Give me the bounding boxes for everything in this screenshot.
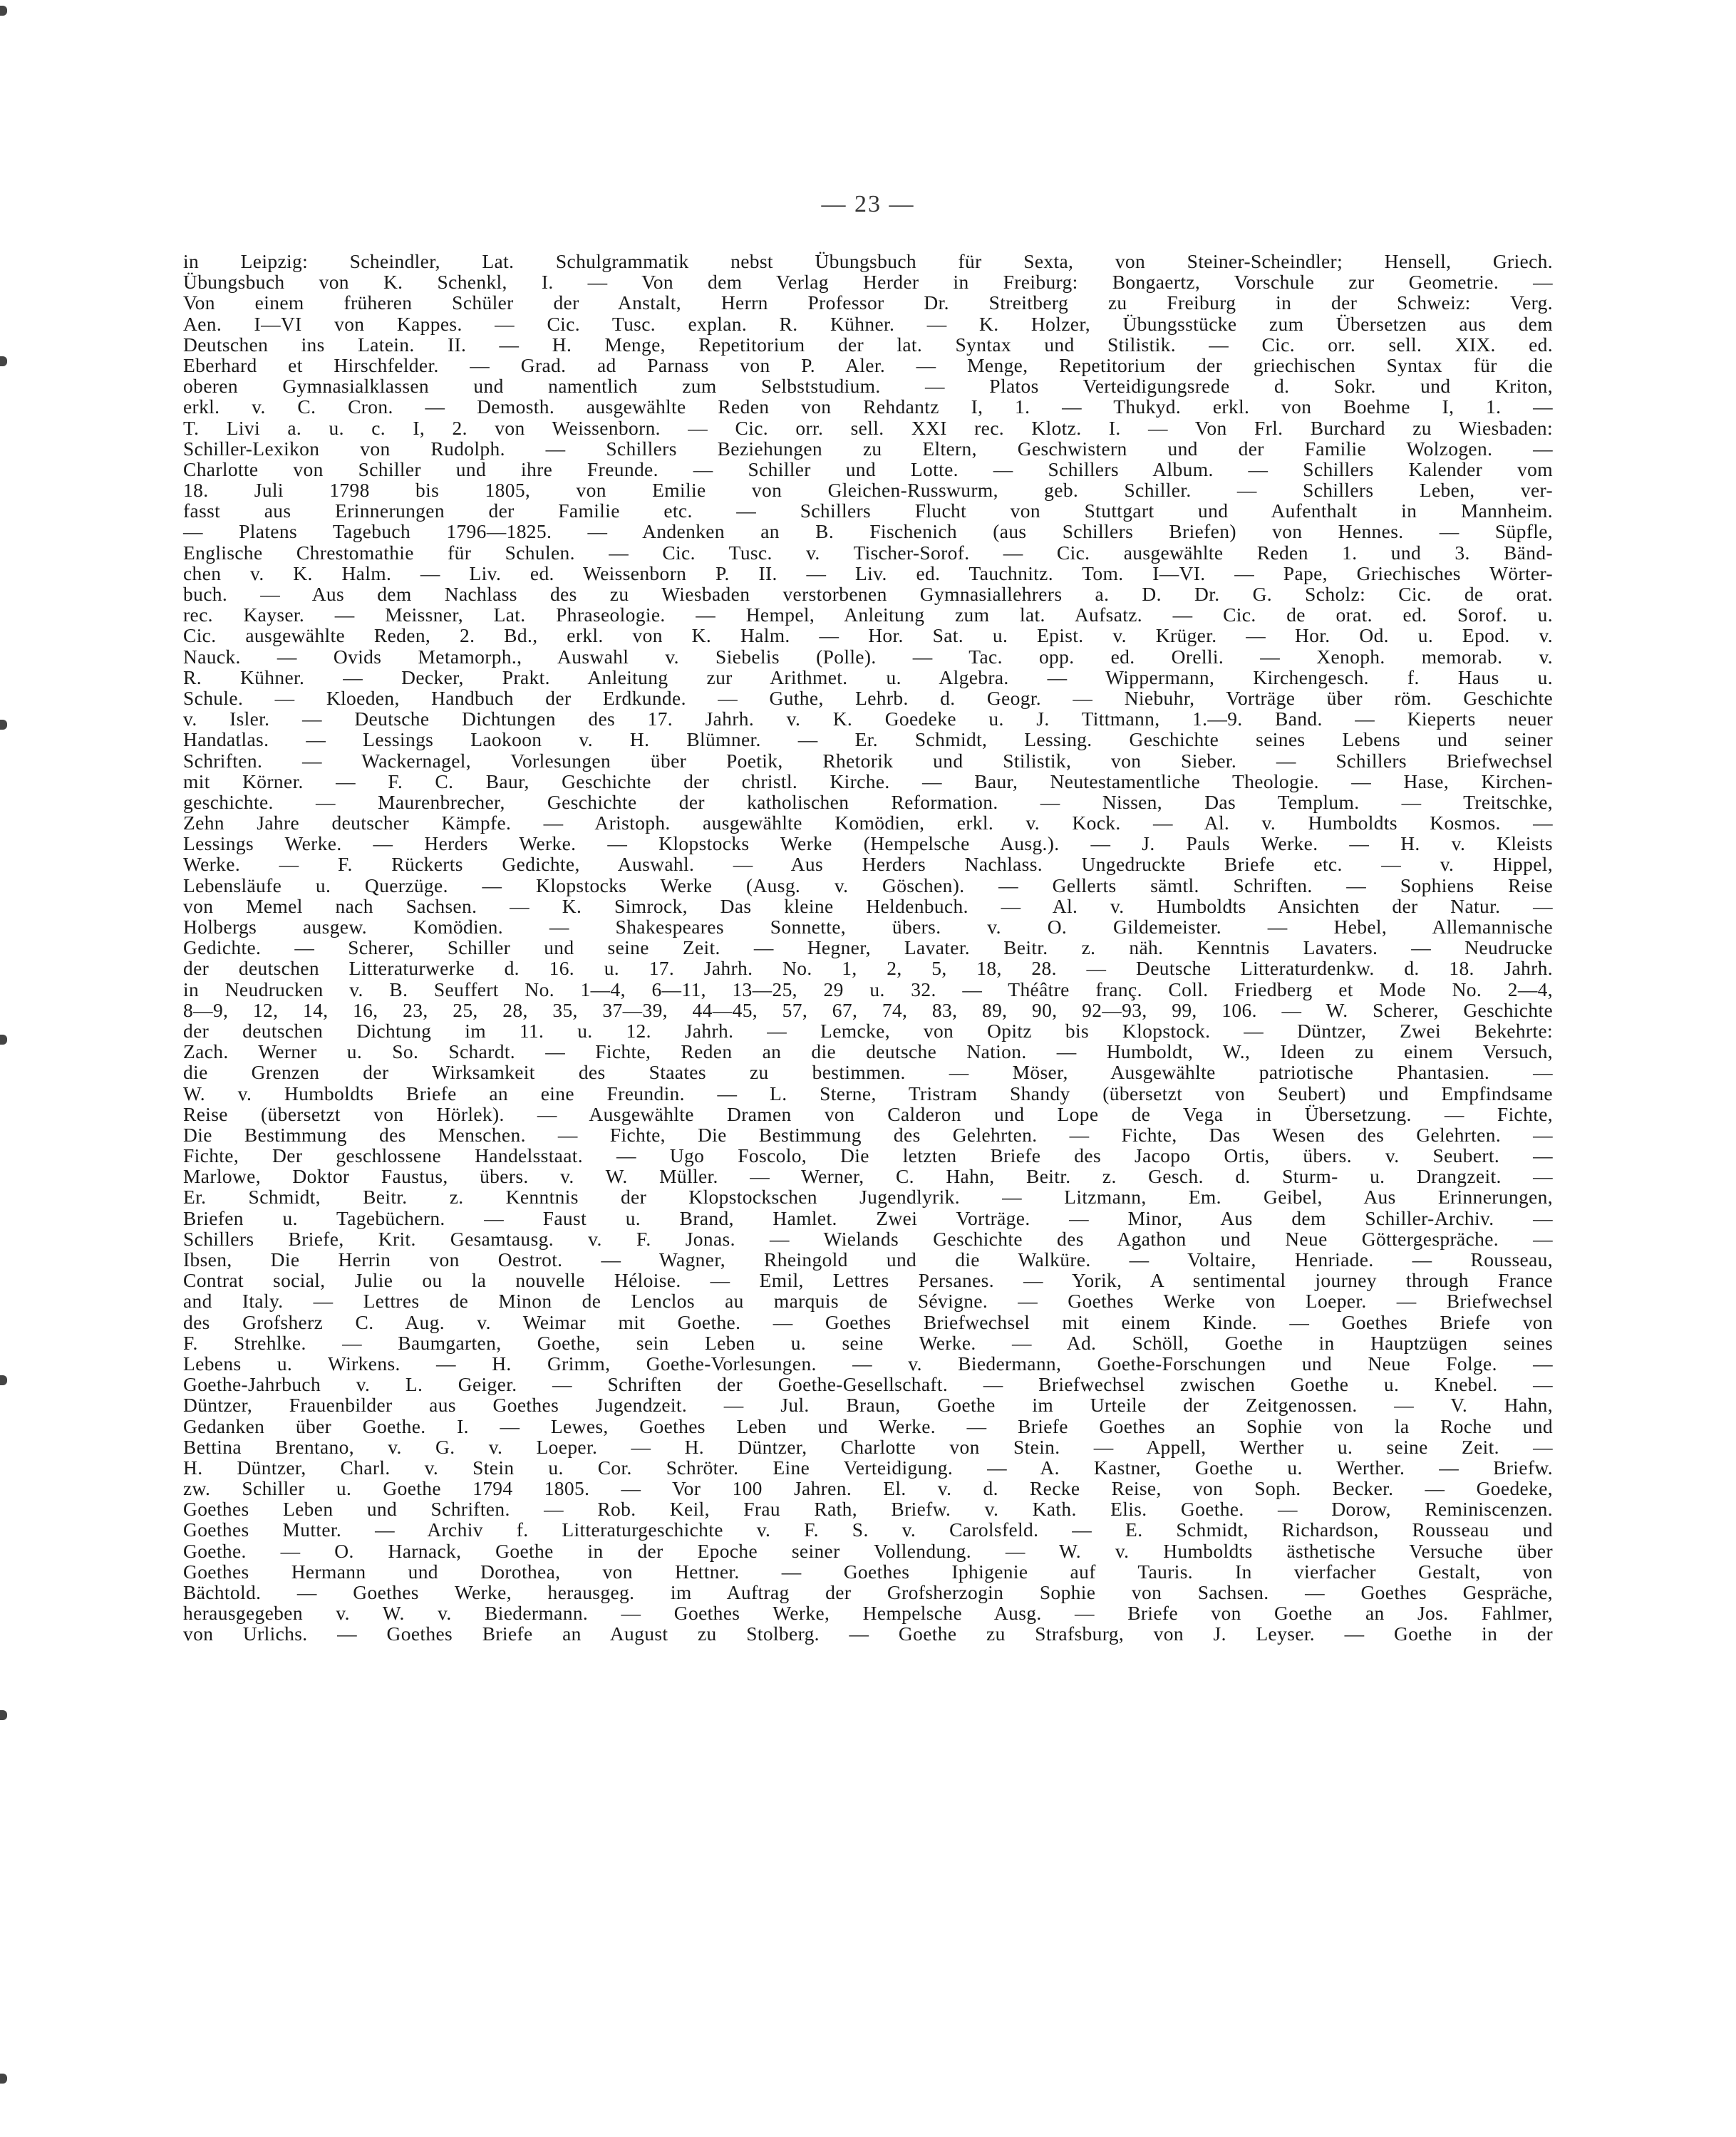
text-line: Charlotte von Schiller und ihre Freunde. — Schiller und Lotte. — Schillers Album. — Schillers Kalender vom xyxy=(183,457,1553,480)
text-line: Lebensläufe u. Querzüge. — Klopstocks Werke (Ausg. v. Göschen). — Gellerts sämtl. Schriften. — Sophiens Reise xyxy=(183,874,1553,896)
text-line: oberen Gymnasialklassen und namentlich zum Selbststudium. — Platos Verteidigungsrede d. Sokr. und Kriton, xyxy=(183,375,1553,398)
text-line: Goethes Mutter. — Archiv f. Litteraturgeschichte v. F. S. v. Carolsfeld. — E. Schmidt, Richardson, Rousseau und xyxy=(183,1518,1553,1541)
text-line: in Leipzig: Scheindler, Lat. Schulgrammatik nebst Übungsbuch für Sexta, von Steiner-Scheindler; Hensell, Griech. xyxy=(183,250,1553,272)
text-line: Die Bestimmung des Menschen. — Fichte, Die Bestimmung des Gelehrten. — Fichte, Das Wesen des Gelehrten. — xyxy=(183,1123,1553,1146)
text-line: zw. Schiller u. Goethe 1794 1805. — Vor 100 Jahren. El. v. d. Recke Reise, von Soph. Becker. — Goedeke, xyxy=(183,1477,1553,1500)
scan-margin-mark xyxy=(0,6,7,16)
text-line: die Grenzen der Wirksamkeit des Staates zu bestimmen. — Möser, Ausgewählte patriotische Phantasien. — xyxy=(183,1061,1553,1084)
text-line: Aen. I—VI von Kappes. — Cic. Tusc. explan. R. Kühner. — K. Holzer, Übungsstücke zum Übersetzen aus dem xyxy=(183,312,1553,335)
text-line: Er. Schmidt, Beitr. z. Kenntnis der Klopstockschen Jugendlyrik. — Litzmann, Em. Geibel, Aus Erinnerungen, xyxy=(183,1186,1553,1209)
scan-margin-mark xyxy=(0,1035,7,1045)
text-line: mit Körner. — F. C. Baur, Geschichte der christl. Kirche. — Baur, Neutestamentliche Theologie. — Hase, Kirchen- xyxy=(183,770,1553,792)
text-line: Lebens u. Wirkens. — H. Grimm, Goethe-Vorlesungen. — v. Biedermann, Goethe-Forschungen und Neue Folge. — xyxy=(183,1352,1553,1375)
text-line: Marlowe, Doktor Faustus, übers. v. W. Müller. — Werner, C. Hahn, Beitr. z. Gesch. d. Sturm- u. Drangzeit. — xyxy=(183,1165,1553,1188)
text-line: Handatlas. — Lessings Laokoon v. H. Blümner. — Er. Schmidt, Lessing. Geschichte seines Lebens und seiner xyxy=(183,728,1553,751)
text-line: Goethes Leben und Schriften. — Rob. Keil, Frau Rath, Briefw. v. Kath. Elis. Goethe. — Dorow, Reminiscenzen. xyxy=(183,1498,1553,1521)
text-line: H. Düntzer, Charl. v. Stein u. Cor. Schröter. Eine Verteidigung. — A. Kastner, Goethe u. Werther. — Briefw. xyxy=(183,1456,1553,1479)
text-line: Holbergs ausgew. Komödien. — Shakespeares Sonnette, übers. v. O. Gildemeister. — Hebel, Allemannische xyxy=(183,916,1553,938)
text-line: Fichte, Der geschlossene Handelsstaat. — Ugo Foscolo, Die letzten Briefe des Jacopo Ortis, übers. v. Seubert. — xyxy=(183,1144,1553,1167)
text-line: R. Kühner. — Decker, Prakt. Anleitung zur Arithmet. u. Algebra. — Wippermann, Kirchengesch. f. Haus u. xyxy=(183,666,1553,688)
text-line: von Urlichs. — Goethes Briefe an August zu Stolberg. — Goethe zu Strafsburg, von J. Leyser. — Goethe in der xyxy=(183,1623,1553,1645)
text-line: Goethe-Jahrbuch v. L. Geiger. — Schriften der Goethe-Gesellschaft. — Briefwechsel zwischen Goethe u. Knebel. — xyxy=(183,1373,1553,1396)
text-line: der deutschen Dichtung im 11. u. 12. Jahrh. — Lemcke, von Opitz bis Klopstock. — Düntzer, Zwei Bekehrte: xyxy=(183,1019,1553,1042)
text-line: Deutschen ins Latein. II. — H. Menge, Repetitorium der lat. Syntax und Stilistik. — Cic. orr. sell. XIX. ed. xyxy=(183,333,1553,356)
text-line: Reise (übersetzt von Hörlek). — Ausgewählte Dramen von Calderon und Lope de Vega in Übersetzung. — Fichte, xyxy=(183,1102,1553,1125)
text-line: Nauck. — Ovids Metamorph., Auswahl v. Siebelis (Polle). — Tac. opp. ed. Orelli. — Xenoph. memorab. v. xyxy=(183,645,1553,668)
text-line: Lessings Werke. — Herders Werke. — Klopstocks Werke (Hempelsche Ausg.). — J. Pauls Werke. — H. v. Kleists xyxy=(183,832,1553,855)
text-line: Schillers Briefe, Krit. Gesamtausg. v. F. Jonas. — Wielands Geschichte des Agathon und Neue Göttergespräche. — xyxy=(183,1227,1553,1250)
text-line: Gedanken über Goethe. I. — Lewes, Goethes Leben und Werke. — Briefe Goethes an Sophie von la Roche und xyxy=(183,1414,1553,1437)
text-line: in Neudrucken v. B. Seuffert No. 1—4, 6—11, 13—25, 29 u. 32. — Théâtre franç. Coll. Friedberg et Mode No. 2—4, xyxy=(183,978,1553,1000)
body-text xyxy=(183,251,1553,1645)
text-line: rec. Kayser. — Meissner, Lat. Phraseologie. — Hempel, Anleitung zum lat. Aufsatz. — Cic. de orat. ed. Sorof. u. xyxy=(183,604,1553,626)
text-line: Contrat social, Julie ou la nouvelle Héloise. — Emil, Lettres Persanes. — Yorik, A sentimental journey through France xyxy=(183,1269,1553,1292)
text-line: herausgegeben v. W. v. Biedermann. — Goethes Werke, Hempelsche Ausg. — Briefe von Goethe an Jos. Fahlmer, xyxy=(183,1602,1553,1625)
text-line: T. Livi a. u. c. I, 2. von Weissenborn. — Cic. orr. sell. XXI rec. Klotz. I. — Von Frl. Burchard zu Wiesbaden: xyxy=(183,416,1553,439)
text-line: der deutschen Litteraturwerke d. 16. u. 17. Jahrh. No. 1, 2, 5, 18, 28. — Deutsche Litteraturdenkw. d. 18. Jahrh. xyxy=(183,957,1553,980)
scan-margin-mark xyxy=(0,1375,7,1385)
page-number: — 23 — xyxy=(821,191,915,217)
scan-margin-mark xyxy=(0,356,7,366)
text-line: geschichte. — Maurenbrecher, Geschichte der katholischen Reformation. — Nissen, Das Templum. — Treitschke, xyxy=(183,790,1553,813)
text-line: fasst aus Erinnerungen der Familie etc. — Schillers Flucht von Stuttgart und Aufenthalt in Mannheim. xyxy=(183,500,1553,522)
text-line: Goethes Hermann und Dorothea, von Hettner. — Goethes Iphigenie auf Tauris. In vierfacher Gestalt, von xyxy=(183,1560,1553,1583)
text-line: chen v. K. Halm. — Liv. ed. Weissenborn P. II. — Liv. ed. Tauchnitz. Tom. I—VI. — Pape, Griechisches Wörter- xyxy=(183,562,1553,584)
text-line: Goethe. — O. Harnack, Goethe in der Epoche seiner Vollendung. — W. v. Humboldts ästhetische Versuche über xyxy=(183,1539,1553,1562)
text-line: 18. Juli 1798 bis 1805, von Emilie von Gleichen-Russwurm, geb. Schiller. — Schillers Leben, ver- xyxy=(183,479,1553,502)
text-line: F. Strehlke. — Baumgarten, Goethe, sein Leben u. seine Werke. — Ad. Schöll, Goethe in Hauptzügen seines xyxy=(183,1331,1553,1354)
text-line: v. Isler. — Deutsche Dichtungen des 17. Jahrh. v. K. Goedeke u. J. Tittmann, 1.—9. Band. — Kieperts neuer xyxy=(183,708,1553,730)
text-line: des Grofsherz C. Aug. v. Weimar mit Goethe. — Goethes Briefwechsel mit einem Kinde. — Goethes Briefe von xyxy=(183,1310,1553,1333)
text-line: Zehn Jahre deutscher Kämpfe. — Aristoph. ausgewählte Komödien, erkl. v. Kock. — Al. v. Humboldts Kosmos. — xyxy=(183,812,1553,834)
text-line: buch. — Aus dem Nachlass des zu Wiesbaden verstorbenen Gymnasiallehrers a. D. Dr. G. Scholz: Cic. de orat. xyxy=(183,583,1553,605)
text-line: Ibsen, Die Herrin von Oestrot. — Wagner, Rheingold und die Walküre. — Voltaire, Henriade. — Rousseau, xyxy=(183,1248,1553,1271)
text-line: Von einem früheren Schüler der Anstalt, Herrn Professor Dr. Streitberg zu Freiburg in der Schweiz: Verg. xyxy=(183,291,1553,314)
text-line: erkl. v. C. Cron. — Demosth. ausgewählte Reden von Rehdantz I, 1. — Thukyd. erkl. von Boehme I, 1. — xyxy=(183,395,1553,418)
text-line: — Platens Tagebuch 1796—1825. — Andenken an B. Fischenich (aus Schillers Briefen) von Hennes. — Süpfle, xyxy=(183,520,1553,543)
text-line: Cic. ausgewählte Reden, 2. Bd., erkl. von K. Halm. — Hor. Sat. u. Epist. v. Krüger. — Hor. Od. u. Epod. v. xyxy=(183,624,1553,647)
text-line: and Italy. — Lettres de Minon de Lenclos au marquis de Sévigne. — Goethes Werke von Loeper. — Briefwechsel xyxy=(183,1290,1553,1313)
text-line: Bettina Brentano, v. G. v. Loeper. — H. Düntzer, Charlotte von Stein. — Appell, Werther u. seine Zeit. — xyxy=(183,1435,1553,1458)
text-line: Eberhard et Hirschfelder. — Grad. ad Parnass von P. Aler. — Menge, Repetitorium der griechischen Syntax für die xyxy=(183,353,1553,376)
scan-margin-mark xyxy=(0,720,7,730)
text-line: Gedichte. — Scherer, Schiller und seine Zeit. — Hegner, Lavater. Beitr. z. näh. Kenntnis Lavaters. — Neudrucke xyxy=(183,936,1553,959)
text-line: Bächtold. — Goethes Werke, herausgeg. im Auftrag der Grofsherzogin Sophie von Sachsen. — Goethes Gespräche, xyxy=(183,1581,1553,1603)
scan-margin-mark xyxy=(0,1710,7,1720)
text-line: 8—9, 12, 14, 16, 23, 25, 28, 35, 37—39, 44—45, 57, 67, 74, 83, 89, 90, 92—93, 99, 106. — W. Scherer, Geschichte xyxy=(183,998,1553,1021)
text-line: Schiller-Lexikon von Rudolph. — Schillers Beziehungen zu Eltern, Geschwistern und der Familie Wolzogen. — xyxy=(183,437,1553,460)
text-line: von Memel nach Sachsen. — K. Simrock, Das kleine Heldenbuch. — Al. v. Humboldts Ansichten der Natur. — xyxy=(183,894,1553,917)
scan-margin-mark xyxy=(0,2074,7,2084)
text-line: Schriften. — Wackernagel, Vorlesungen über Poetik, Rhetorik und Stilistik, von Sieber. — Schillers Briefwechsel xyxy=(183,749,1553,772)
text-line: Zach. Werner u. So. Schardt. — Fichte, Reden an die deutsche Nation. — Humboldt, W., Ideen zu einem Versuch, xyxy=(183,1040,1553,1063)
text-line: Englische Chrestomathie für Schulen. — Cic. Tusc. v. Tischer-Sorof. — Cic. ausgewählte Reden 1. und 3. Bänd- xyxy=(183,541,1553,564)
text-line: Düntzer, Frauenbilder aus Goethes Jugendzeit. — Jul. Braun, Goethe im Urteile der Zeitgenossen. — V. Hahn, xyxy=(183,1394,1553,1417)
text-line: Briefen u. Tagebüchern. — Faust u. Brand, Hamlet. Zwei Vorträge. — Minor, Aus dem Schiller-Archiv. — xyxy=(183,1206,1553,1229)
text-line: Übungsbuch von K. Schenkl, I. — Von dem Verlag Herder in Freiburg: Bongaertz, Vorschule zur Geometrie. — xyxy=(183,271,1553,294)
text-line: Schule. — Kloeden, Handbuch der Erdkunde. — Guthe, Lehrb. d. Geogr. — Niebuhr, Vorträge über röm. Geschichte xyxy=(183,686,1553,709)
text-line: Werke. — F. Rückerts Gedichte, Auswahl. — Aus Herders Nachlass. Ungedruckte Briefe etc. — v. Hippel, xyxy=(183,853,1553,876)
text-line: W. v. Humboldts Briefe an eine Freundin. — L. Sterne, Tristram Shandy (übersetzt von Seubert) und Empfindsame xyxy=(183,1082,1553,1104)
